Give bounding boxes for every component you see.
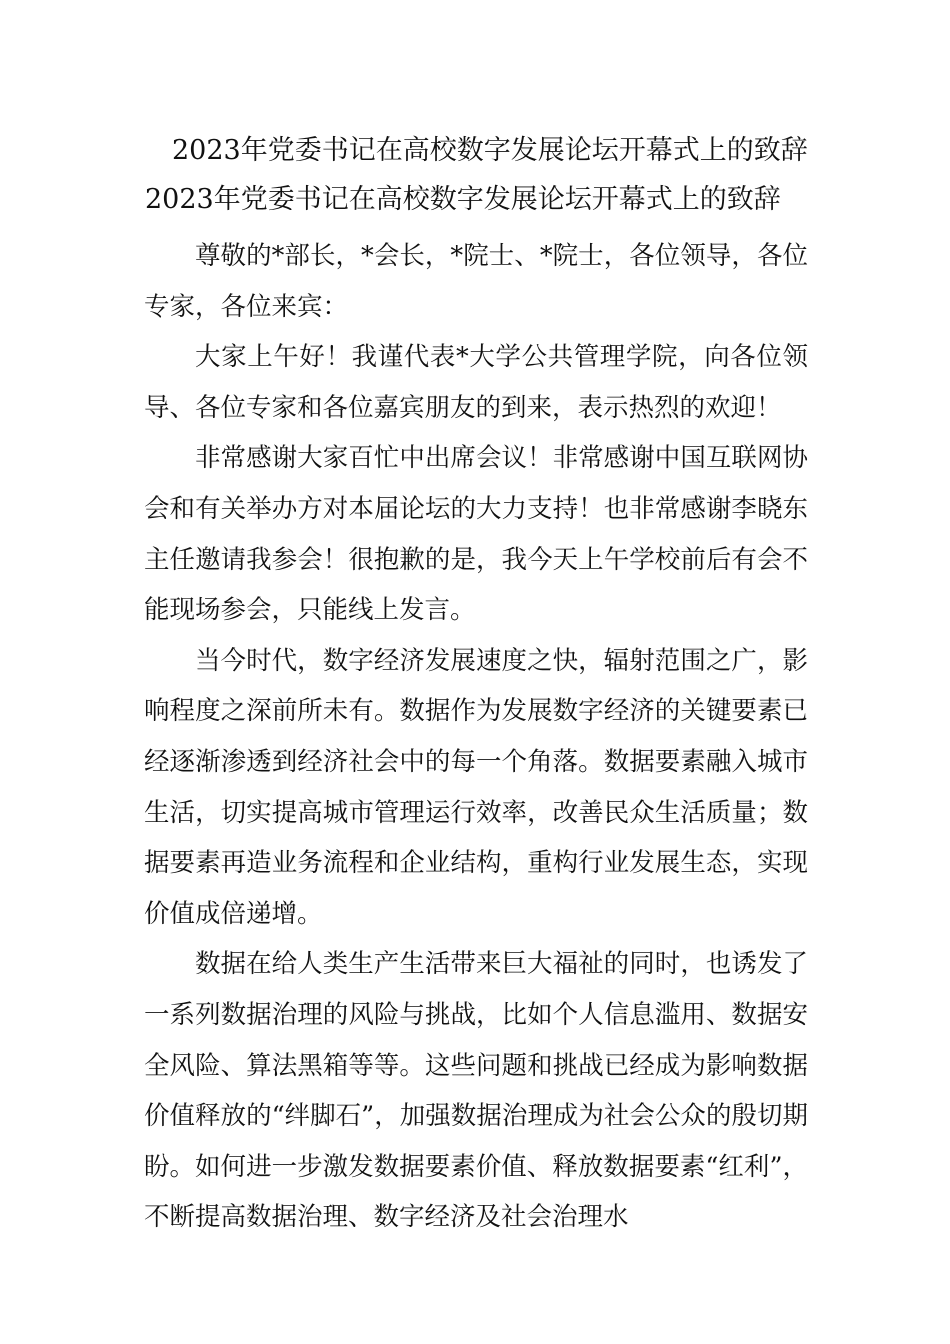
document-title: 2023年党委书记在高校数字发展论坛开幕式上的致辞 bbox=[172, 135, 808, 166]
salutation-paragraph: 尊敬的*部长，*会长，*院士、*院士，各位领导，各位专家，各位来宾： bbox=[144, 241, 808, 322]
greeting-paragraph: 大家上午好！我谨代表*大学公共管理学院，向各位领导、各位专家和各位嘉宾朋友的到来，表示热烈的欢迎！ bbox=[144, 342, 808, 423]
data-governance-paragraph: 数据在给人类生产生活带来巨大福祉的同时，也诱发了一系列数据治理的风险与挑战，比如个人信息滥用、数据安全风险、算法黑箱等等。这些问题和挑战已经成为影响数据价值释放的“绊脚石”，加强数据治理成为社会公众的殷切期盼。如何进一步激发数据要素价值、释放数据要素“红利”，不断提高数据治理、数字经济及社会治理水 bbox=[144, 949, 808, 1233]
thanks-paragraph: 非常感谢大家百忙中出席会议！非常感谢中国互联网协会和有关举办方对本届论坛的大力支持！也非常感谢李晓东主任邀请我参会！很抱歉的是，我今天上午学校前后有会不能现场参会，只能线上发言。 bbox=[144, 443, 808, 626]
digital-economy-paragraph: 当今时代，数字经济发展速度之快，辐射范围之广，影响程度之深前所未有。数据作为发展数字经济的关键要素已经逐渐渗透到经济社会中的每一个角落。数据要素融入城市生活，切实提高城市管理运行效率，改善民众生活质量；数据要素再造业务流程和企业结构，重构行业发展生态，实现价值成倍递增。 bbox=[144, 645, 808, 929]
document-body bbox=[144, 231, 808, 1243]
document-title-repeat: 2023年党委书记在高校数字发展论坛开幕式上的致辞 bbox=[145, 184, 781, 215]
